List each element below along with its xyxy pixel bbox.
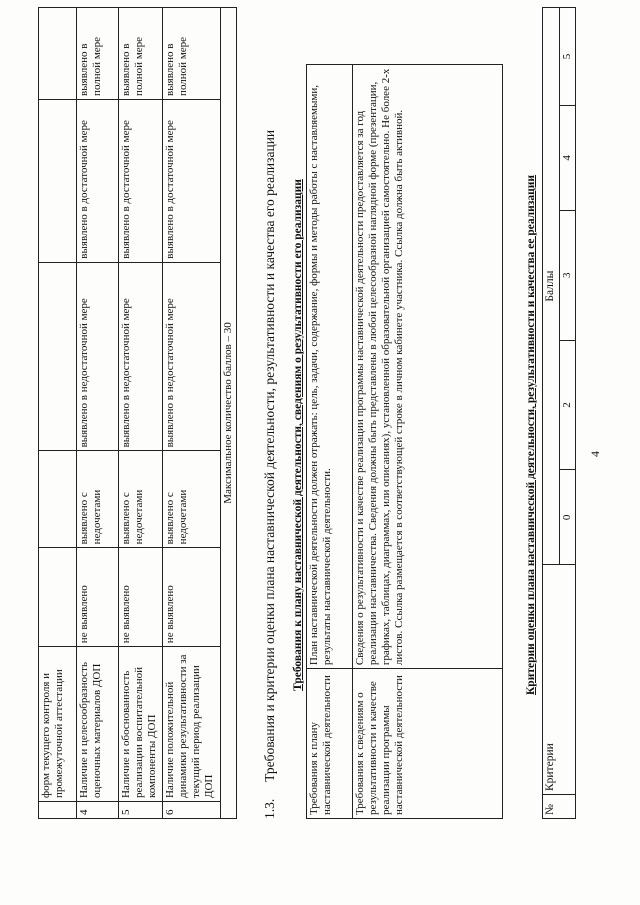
level-cell bbox=[39, 99, 77, 262]
level-cell: выявлено с недочетами bbox=[77, 451, 119, 548]
level-cell: не выявлено bbox=[119, 548, 163, 647]
requirement-text: Сведения о результативности и качестве реализации программы наставнической деятельности предоставляется за год реализации наставничества. Сведения должны быть представлены в любой целесообразной наглядной форме (презентации, графиках, таблицах, диаграммах, или описаниях), установленной образовательной организацией самостоятельно. Не более 2-х листов. Ссылка размещается в соответствующей строке в личном кабинете участника. Ссылка должна быть активной. bbox=[353, 65, 503, 669]
table-row bbox=[77, 8, 119, 819]
level-cell: выявлено в недостаточной мере bbox=[77, 262, 119, 451]
score-value: 3 bbox=[559, 210, 575, 340]
requirement-label: Требования к сведениям о результативности и качестве реализации программы наставнической деятельности bbox=[353, 669, 503, 819]
requirement-text: План наставнической деятельности должен отражать: цель, задачи, содержание, формы и методы работы с наставляемыми, результаты наставнической деятельности. bbox=[307, 65, 353, 669]
table-row bbox=[543, 8, 560, 819]
row-number: 6 bbox=[163, 802, 221, 819]
row-number: 5 bbox=[119, 802, 163, 819]
level-cell bbox=[39, 262, 77, 451]
level-cell: выявлено в достаточной мере bbox=[77, 99, 119, 262]
level-cell: выявлено в полной мере bbox=[119, 8, 163, 100]
criterion-cell: Наличие и целесообразность оценочных материалов ДОП bbox=[77, 647, 119, 802]
table-row bbox=[39, 8, 77, 819]
score-value: 4 bbox=[559, 105, 575, 210]
level-cell: выявлено в достаточной мере bbox=[163, 99, 221, 262]
level-cell bbox=[39, 548, 77, 647]
level-cell: выявлено в полной мере bbox=[163, 8, 221, 100]
page-number: 4 bbox=[588, 451, 602, 457]
criterion-cell: форм текущего контроля и промежуточной аттестации bbox=[39, 647, 77, 802]
score-value: 2 bbox=[559, 340, 575, 470]
level-cell: выявлено в недостаточной мере bbox=[163, 262, 221, 451]
level-cell: не выявлено bbox=[163, 548, 221, 647]
table-row bbox=[221, 8, 237, 819]
level-cell: выявлено в недостаточной мере bbox=[119, 262, 163, 451]
evaluation-criteria-table bbox=[542, 7, 576, 819]
score-value: 5 bbox=[559, 8, 575, 106]
section-heading bbox=[262, 7, 278, 819]
level-cell: выявлено в полной мере bbox=[77, 8, 119, 100]
requirements-caption: Требования к плану наставнической деятельности, сведениям о результативности его реализации bbox=[292, 179, 304, 691]
criterion-cell: Наличие положительной динамики результативности за текущий период реализации ДОП bbox=[163, 647, 221, 802]
level-cell: выявлено в достаточной мере bbox=[119, 99, 163, 262]
table-row bbox=[119, 8, 163, 819]
section-number: 1.3. bbox=[262, 798, 277, 819]
level-cell bbox=[39, 8, 77, 100]
max-score-cell: Максимальное количество баллов – 30 bbox=[221, 8, 237, 819]
criteria-table-continued bbox=[38, 7, 237, 819]
table-row bbox=[307, 65, 353, 819]
section-title: Требования и критерии оценки плана наставнической деятельности, результативности и качества его реализации bbox=[262, 129, 277, 782]
level-cell: выявлено с недочетами bbox=[163, 451, 221, 548]
row-number: 4 bbox=[77, 802, 119, 819]
requirement-label: Требования к плану наставнической деятельности bbox=[307, 669, 353, 819]
criteria-header: Критерии bbox=[543, 565, 576, 795]
scores-header: Баллы bbox=[543, 8, 560, 565]
row-number bbox=[39, 802, 77, 819]
requirements-table bbox=[306, 64, 503, 819]
table-row bbox=[353, 65, 503, 819]
level-cell: не выявлено bbox=[77, 548, 119, 647]
criteria-caption: Критерии оценки плана наставнической деятельности, результативности и качества ее реализации bbox=[525, 174, 537, 696]
score-value: 0 bbox=[559, 470, 575, 565]
level-cell bbox=[39, 451, 77, 548]
number-header: № bbox=[543, 795, 576, 819]
level-cell: выявлено с недочетами bbox=[119, 451, 163, 548]
criterion-cell: Наличие и обоснованность реализации воспитательной компоненты ДОП bbox=[119, 647, 163, 802]
table-row bbox=[163, 8, 221, 819]
